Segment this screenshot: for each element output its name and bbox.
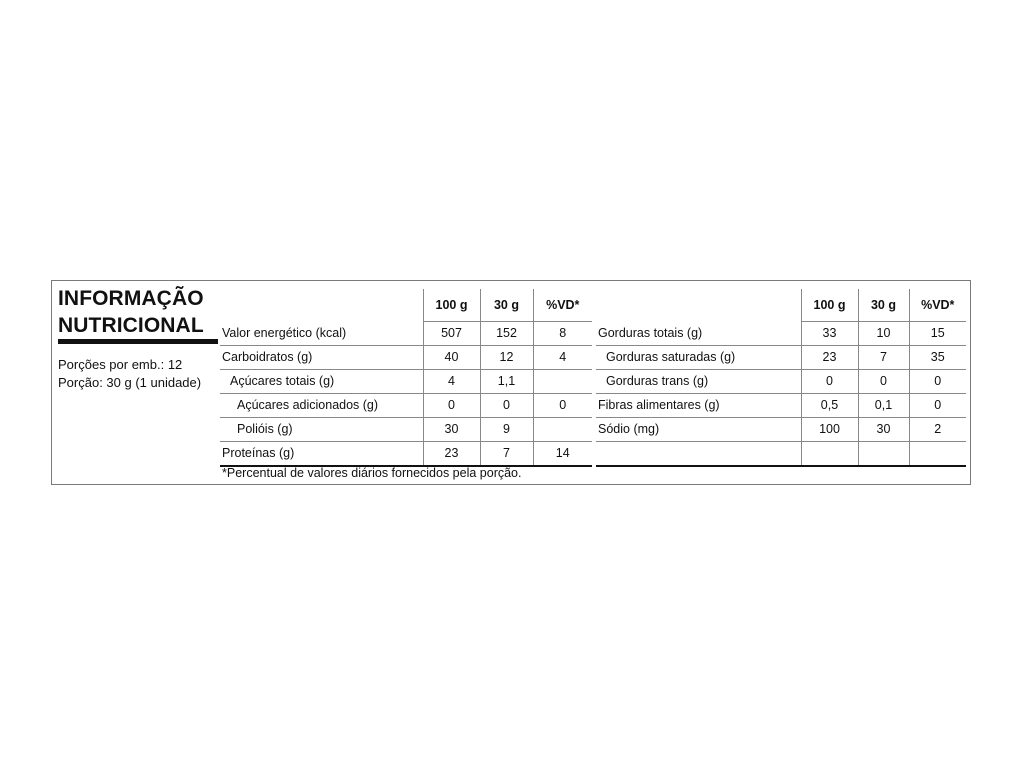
value-vd: 4 (533, 346, 592, 370)
table-row (220, 346, 592, 370)
table-row (596, 322, 966, 346)
value-vd (533, 370, 592, 394)
value-30g: 0 (858, 370, 909, 394)
nutrient-name: Fibras alimentares (g) (596, 394, 801, 418)
value-30g: 1,1 (480, 370, 533, 394)
value-vd (909, 442, 966, 467)
value-100g: 0,5 (801, 394, 858, 418)
table-row (220, 418, 592, 442)
value-30g (858, 442, 909, 467)
value-100g: 507 (423, 322, 480, 346)
value-100g: 4 (423, 370, 480, 394)
table-row (220, 370, 592, 394)
value-100g: 23 (801, 346, 858, 370)
value-30g: 7 (480, 442, 533, 467)
value-100g: 33 (801, 322, 858, 346)
value-100g: 40 (423, 346, 480, 370)
title-underline-bar (58, 339, 218, 344)
value-vd: 35 (909, 346, 966, 370)
nutrient-name: Proteínas (g) (220, 442, 423, 467)
header-100g: 100 g (423, 289, 480, 322)
value-30g: 12 (480, 346, 533, 370)
nutrient-name: Açúcares adicionados (g) (220, 394, 423, 418)
nutrient-name: Gorduras trans (g) (596, 370, 801, 394)
value-vd: 2 (909, 418, 966, 442)
value-100g: 0 (801, 370, 858, 394)
value-vd: 0 (909, 394, 966, 418)
value-vd: 0 (533, 394, 592, 418)
value-100g: 0 (423, 394, 480, 418)
header-blank (596, 289, 801, 322)
table-row (596, 442, 966, 467)
footnote: *Percentual de valores diários fornecidos pela porção. (222, 466, 522, 480)
nutrient-name: Gorduras totais (g) (596, 322, 801, 346)
value-vd: 8 (533, 322, 592, 346)
header-30g: 30 g (480, 289, 533, 322)
value-30g: 152 (480, 322, 533, 346)
table-row (220, 322, 592, 346)
value-100g: 23 (423, 442, 480, 467)
nutrient-name: Sódio (mg) (596, 418, 801, 442)
nutrient-name: Açúcares totais (g) (220, 370, 423, 394)
value-vd (533, 418, 592, 442)
table-row (596, 394, 966, 418)
table-row (596, 346, 966, 370)
value-30g: 9 (480, 418, 533, 442)
value-100g: 100 (801, 418, 858, 442)
header-100g: 100 g (801, 289, 858, 322)
table-row (220, 442, 592, 467)
nutrient-name: Gorduras saturadas (g) (596, 346, 801, 370)
table-row (220, 394, 592, 418)
value-vd: 14 (533, 442, 592, 467)
nutrient-name: Valor energético (kcal) (220, 322, 423, 346)
title-line-1: INFORMAÇÃO (58, 287, 204, 310)
value-30g: 30 (858, 418, 909, 442)
serving-size: Porção: 30 g (1 unidade) (58, 375, 202, 390)
value-30g: 7 (858, 346, 909, 370)
nutrient-name: Carboidratos (g) (220, 346, 423, 370)
title-line-2: NUTRICIONAL (58, 314, 204, 337)
nutrient-table-right (596, 289, 966, 467)
nutrition-facts-label (51, 280, 971, 485)
nutrient-name (596, 442, 801, 467)
header-30g: 30 g (858, 289, 909, 322)
value-30g: 10 (858, 322, 909, 346)
label-title (58, 285, 218, 339)
table-header-row (596, 289, 966, 322)
table-row (596, 370, 966, 394)
nutrient-name: Polióis (g) (220, 418, 423, 442)
value-100g: 30 (423, 418, 480, 442)
portion-info (58, 356, 201, 392)
value-30g: 0,1 (858, 394, 909, 418)
table-row (596, 418, 966, 442)
header-vd: %VD* (909, 289, 966, 322)
value-vd: 15 (909, 322, 966, 346)
nutrient-table-left (220, 289, 592, 467)
value-100g (801, 442, 858, 467)
value-vd: 0 (909, 370, 966, 394)
header-blank (220, 289, 423, 322)
portions-per-package: Porções por emb.: 12 (58, 357, 183, 372)
table-header-row (220, 289, 592, 322)
header-vd: %VD* (533, 289, 592, 322)
value-30g: 0 (480, 394, 533, 418)
